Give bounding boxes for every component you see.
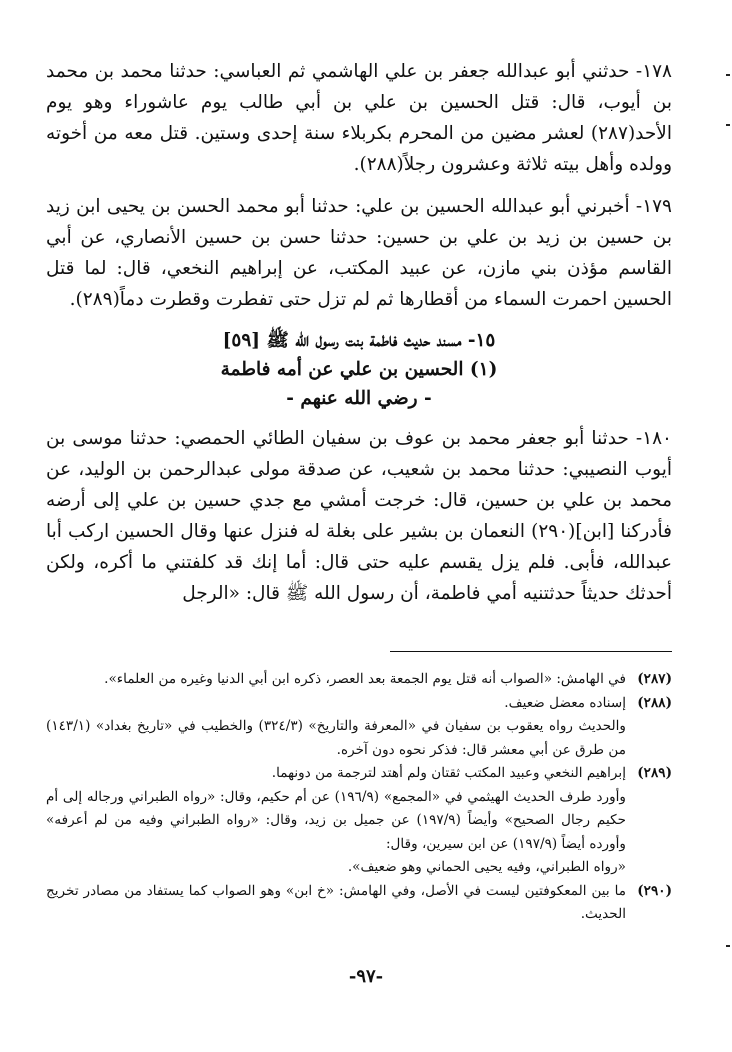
footnotes [46, 668, 672, 927]
footnote-text: وأورد طرف الحديث الهيثمي في «المجمع» (١٩٦/٩) عن أم حكيم، وقال: «رواه الطبراني ورجاله إلى أم حكيم رجال الصحيح» وأيضاً (١٩٧/٩) عن جميل بن زيد، وقال: «رواه الطبراني وفيه من لم أعرفه» وأورده أيضاً (١٩٧/٩) عن ابن سيرين، وقال: [46, 788, 626, 852]
main-text [46, 56, 672, 620]
footnote [46, 762, 672, 880]
footnote-text: في الهامش: «الصواب أنه قتل يوم الجمعة بعد العصر، ذكره ابن أبي الدنيا وغيره من العلماء». [104, 671, 626, 687]
subsection-title: (١) الحسين بن علي عن أمه فاطمة [220, 359, 498, 380]
footnote-text: والحديث رواه يعقوب بن سفيان في «المعرفة والتاريخ» (٣٢٤/٣) والخطيب في «تاريخ بغداد» (١٤٣/١) من طرق عن أبي معشر قال: فذكر نحوه دون آخره. [46, 718, 626, 758]
footnote-text: إسناده معضل ضعيف. [504, 694, 626, 711]
subsection-blessing: - رضي الله عنهم - [286, 388, 432, 409]
margin-mark [726, 124, 730, 126]
margin-mark [726, 74, 730, 76]
hadith-179: ١٧٩- أخبرني أبو عبدالله الحسين بن علي: حدثنا أبو محمد الحسن بن يحيى ابن زيد بن حسين بن زيد بن علي بن حسين: حدثنا حسن بن حسين الأنصاري، عن أبي القاسم مؤذن بني مازن، عن عبيد المكتب، عن إبراهيم النخعي، قال: لما قتل الحسين احمرت السماء من أقطارها ثم لم تزل حتى تفطرت وقطرت دماً(٢٨٩). [46, 196, 672, 310]
footnote-number: (٢٨٧) [637, 671, 672, 687]
margin-mark [726, 945, 730, 947]
footnote-number: (٢٩٠) [637, 882, 672, 899]
footnote-divider [390, 651, 672, 652]
footnote [46, 880, 672, 927]
section-heading [46, 326, 672, 413]
footnote-number: (٢٨٩) [637, 765, 672, 781]
footnote-text: إبراهيم النخعي وعبيد المكتب ثقتان ولم أهتد لترجمة من دونهما. [271, 765, 626, 781]
page-number: -٩٧- [348, 966, 384, 987]
footnote [46, 668, 672, 692]
footnote [46, 692, 672, 763]
footnote-text: ما بين المعكوفتين ليست في الأصل، وفي الهامش: «خ ابن» وهو الصواب كما يستفاد من مصادر تخريج الحديث. [46, 882, 626, 922]
footnote-text: «رواه الطبراني، وفيه يحيى الحماني وهو ضعيف». [347, 859, 626, 875]
hadith-180: ١٨٠- حدثنا أبو جعفر محمد بن عوف بن سفيان الطائي الحمصي: حدثنا موسى بن أيوب النصيبي: حدثنا محمد بن شعيب، عن صدقة مولى عبدالرحمن بن الوليد، عن محمد بن علي بن حسين، قال: خرجت أمشي مع جدي حسين بن علي إلى أرضه فأدركنا [ابن](٢٩٠) النعمان بن بشير على بغلة له فنزل عنها وقال الحسين اركب أبا عبدالله، فأبى. فلم يزل يقسم عليه حتى قال: أما إنك قد كلفتني ما أكره، ولكن أحدثك حديثاً حدثتنيه أمي فاطمة، أن رسول الله ﷺ قال: «الرجل [46, 428, 672, 604]
hadith-178: ١٧٨- حدثني أبو عبدالله جعفر بن علي الهاشمي ثم العباسي: حدثنا محمد بن محمد بن أيوب، قال: قتل الحسين بن علي بن أبي طالب يوم عاشوراء وهو يوم الأحد(٢٨٧) لعشر مضين من المحرم بكربلاء سنة إحدى وستين. قتل معه من أخوته وولده وأهل بيته ثلاثة وعشرون رجلاً(٢٨٨). [46, 61, 672, 175]
footnote-number: (٢٨٨) [637, 694, 672, 711]
section-title: ١٥- مسند حديث فاطمة بنت رسول الله ﷺ [٥٩] [222, 330, 496, 351]
